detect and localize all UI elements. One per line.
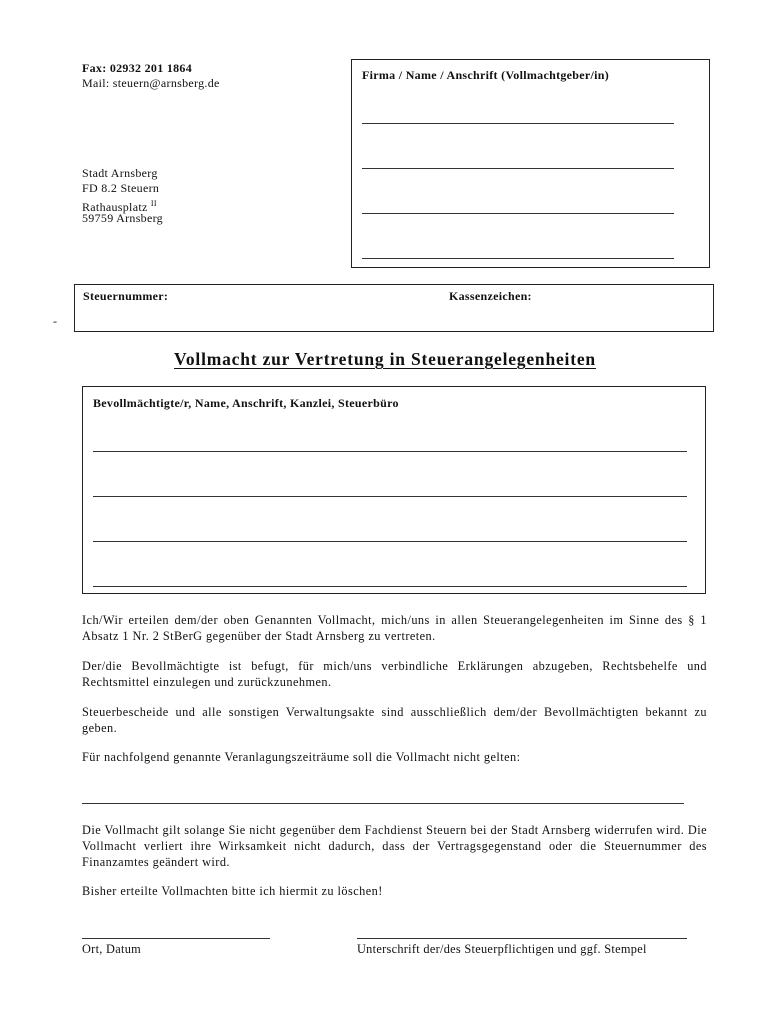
agent-line-1[interactable] [93, 451, 687, 452]
agent-line-2[interactable] [93, 496, 687, 497]
place-date-label: Ort, Datum [82, 942, 142, 956]
principal-line-4[interactable] [362, 258, 674, 259]
tax-number-label: Steuernummer: [83, 289, 169, 303]
signature-label: Unterschrift der/des Steuerpflichtigen und ggf. Stempel [357, 942, 647, 956]
recipient-street-suffix: II [150, 199, 157, 208]
paragraph-authorization: Ich/Wir erteilen dem/der oben Genannten Vollmacht, mich/uns in allen Steuerangelegenheiten im Sinne des § 1 Absatz 1 Nr. 2 StBerG gegenüber der Stadt Arnsberg zu vertreten. [82, 613, 707, 643]
document-title-text: Vollmacht zur Vertretung in Steuerangelegenheiten [174, 349, 596, 369]
fax-number: Fax: 02932 201 1864 [82, 61, 193, 75]
principal-box [351, 59, 710, 268]
paragraph-notices: Steuerbescheide und alle sonstigen Verwaltungsakte sind ausschließlich dem/der Bevollmächtigten bekannt zu geben. [82, 705, 707, 735]
recipient-line-4: 59759 Arnsberg [82, 211, 163, 225]
principal-line-3[interactable] [362, 213, 674, 214]
recipient-street: Rathausplatz [82, 200, 151, 214]
principal-line-2[interactable] [362, 168, 674, 169]
paragraph-powers: Der/die Bevollmächtigte ist befugt, für mich/uns verbindliche Erklärungen abzugeben, Rechtsbehelfe und Rechtsmittel einzulegen und zurückzunehmen. [82, 659, 707, 689]
paragraph-validity: Die Vollmacht gilt solange Sie nicht gegenüber dem Fachdienst Steuern bei der Stadt Arnsberg widerrufen wird. Die Vollmacht verliert ihre Wirksamkeit nicht dadurch, dass der Vertragsgegenstand oder die Steuernummer des Finanzamtes geändert wird. [82, 823, 707, 869]
place-date-line[interactable] [82, 938, 270, 939]
mail-address: Mail: steuern@arnsberg.de [82, 76, 220, 90]
agent-line-4[interactable] [93, 586, 687, 587]
principal-line-1[interactable] [362, 123, 674, 124]
reference-box [74, 284, 714, 332]
margin-mark: - [53, 314, 58, 328]
principal-box-label: Firma / Name / Anschrift (Vollmachtgeber/in) [362, 68, 610, 82]
recipient-line-2: FD 8.2 Steuern [82, 181, 160, 195]
agent-line-3[interactable] [93, 541, 687, 542]
cash-reference-label: Kassenzeichen: [449, 289, 532, 303]
signature-line[interactable] [357, 938, 687, 939]
agent-box [82, 386, 706, 594]
recipient-line-1: Stadt Arnsberg [82, 166, 158, 180]
document-title [0, 349, 770, 370]
paragraph-revoke-previous: Bisher erteilte Vollmachten bitte ich hiermit zu löschen! [82, 884, 383, 898]
paragraph-exclusions: Für nachfolgend genannte Veranlagungszeiträume soll die Vollmacht nicht gelten: [82, 750, 521, 764]
agent-box-label: Bevollmächtigte/r, Name, Anschrift, Kanzlei, Steuerbüro [93, 396, 399, 410]
exclusion-periods-line[interactable] [82, 803, 684, 804]
